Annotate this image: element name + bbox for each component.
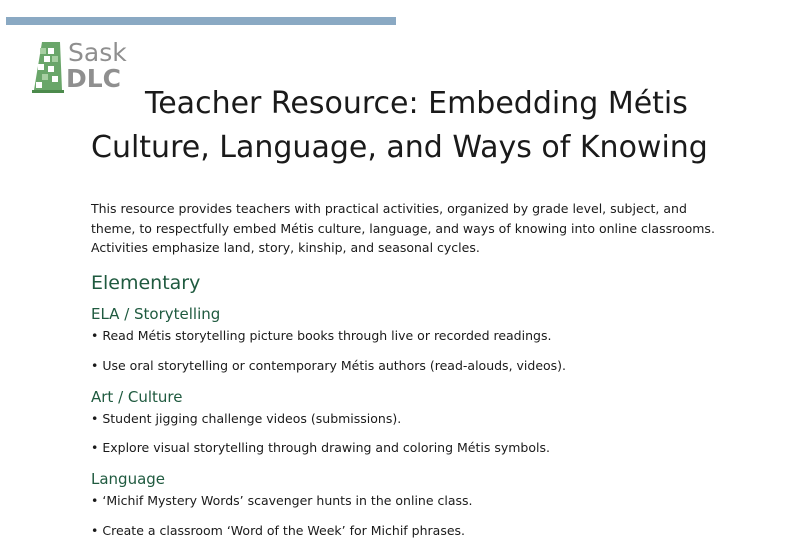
list-item: • Explore visual storytelling through drawing and coloring Métis symbols. [91, 440, 550, 455]
list-item: • Student jigging challenge videos (submissions). [91, 411, 402, 426]
header-accent-bar [6, 17, 396, 25]
list-item: • Use oral storytelling or contemporary Métis authors (read-alouds, videos). [91, 358, 567, 373]
subheading-ela-storytelling: ELA / Storytelling [91, 305, 221, 323]
logo-text-sask: Sask [68, 38, 127, 67]
section-heading-elementary: Elementary [91, 272, 201, 294]
list-item: • Read Métis storytelling picture books through live or recorded readings. [91, 328, 552, 343]
list-item: • ‘Michif Mystery Words’ scavenger hunts in the online class. [91, 493, 473, 508]
intro-paragraph: This resource provides teachers with practical activities, organized by grade level, subject, and theme, to respectfully embed Métis culture, language, and ways of knowing into online classrooms. Activities emphasize land, story, kinship, and seasonal cycles. [91, 201, 715, 255]
logo-text-dlc: DLC [66, 64, 122, 93]
subheading-art-culture: Art / Culture [91, 388, 183, 406]
subheading-language: Language [91, 470, 166, 488]
list-item: • Create a classroom ‘Word of the Week’ for Michif phrases. [91, 523, 466, 538]
logo-mark-icon [32, 40, 68, 94]
document-title: Teacher Resource: Embedding Métis Culture, Language, and Ways of Knowing [91, 86, 708, 165]
